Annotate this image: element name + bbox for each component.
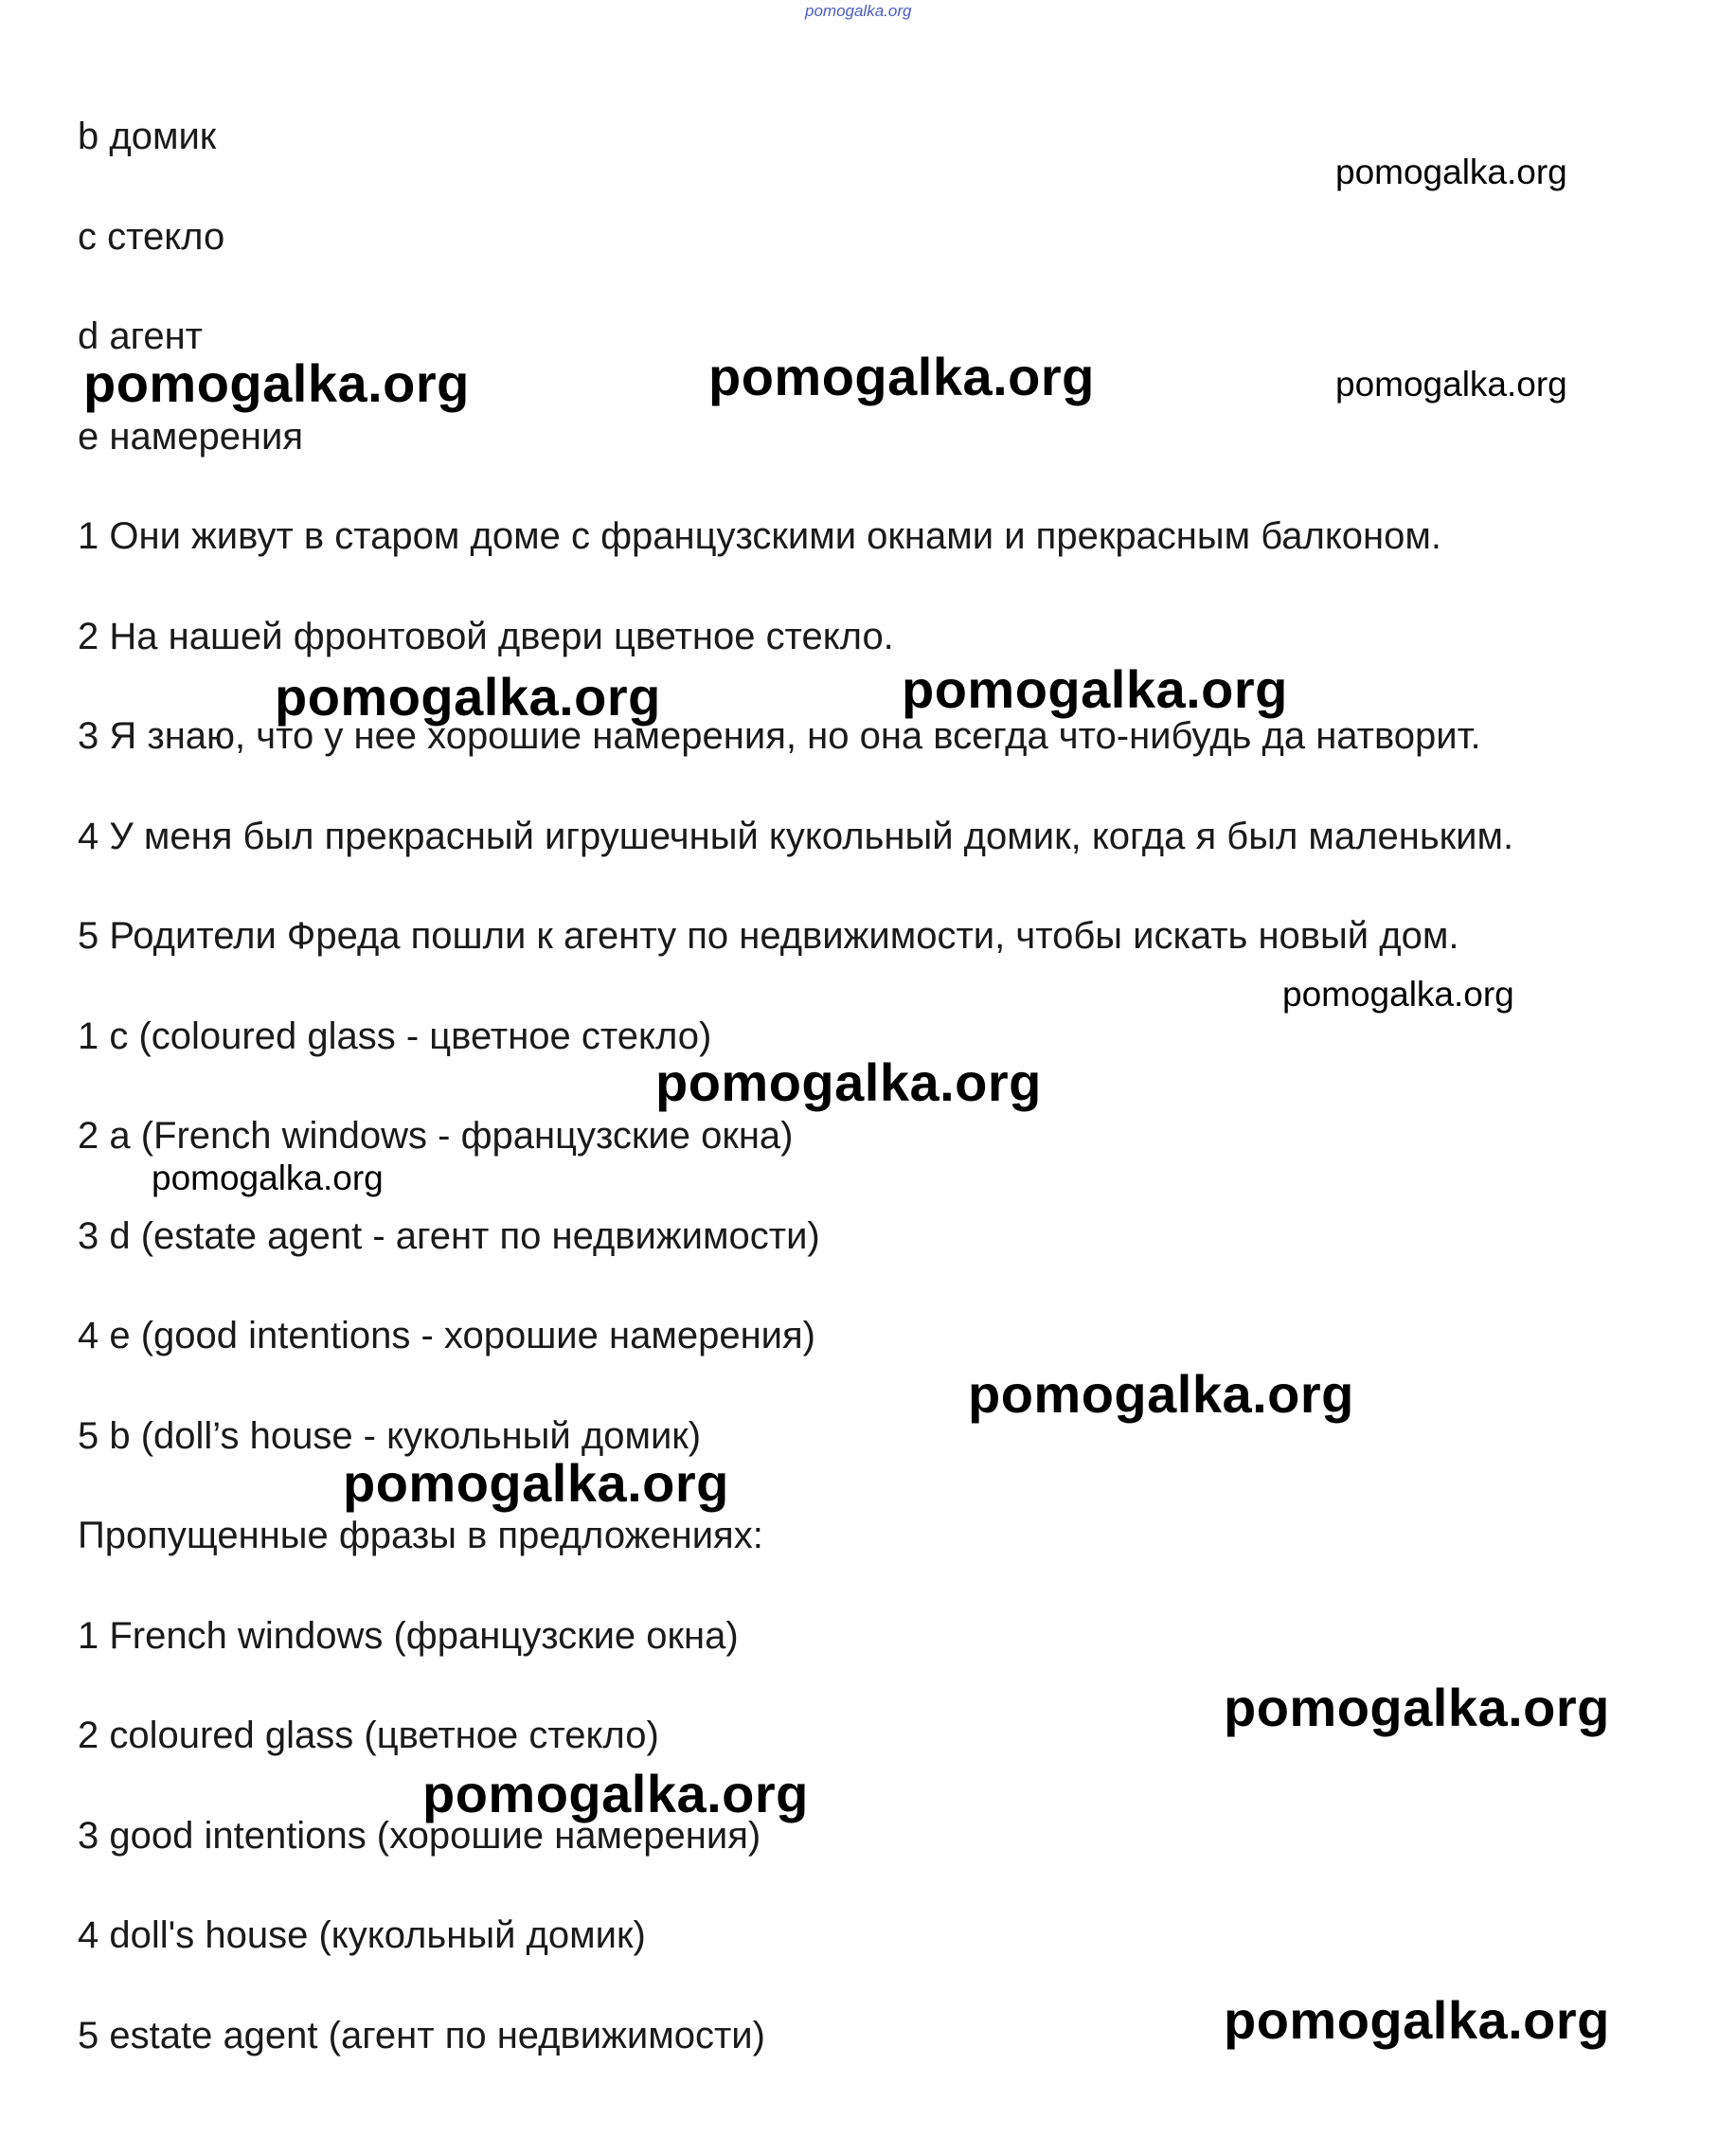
watermark: pomogalka.org [968, 1364, 1354, 1424]
text-line-16: 1 French windows (французские окна) [78, 1615, 739, 1657]
text-line-11: 2 a (French windows - французские окна) [78, 1115, 794, 1157]
watermark: pomogalka.org [1335, 365, 1567, 404]
text-line-1: b домик [78, 116, 217, 157]
watermark: pomogalka.org [83, 353, 470, 413]
text-line-14: 5 b (doll’s house - кукольный домик) [78, 1415, 702, 1457]
text-line-12: 3 d (estate agent - агент по недвижимости) [78, 1215, 820, 1257]
watermark: pomogalka.org [1282, 975, 1514, 1014]
watermark: pomogalka.org [1224, 1990, 1610, 2050]
watermark: pomogalka.org [1335, 153, 1567, 191]
watermark: pomogalka.org [708, 347, 1095, 406]
watermark: pomogalka.org [655, 1052, 1042, 1112]
text-line-18: 3 good intentions (хорошие намерения) [78, 1815, 761, 1857]
watermark: pomogalka.org [275, 667, 661, 727]
watermark-top: pomogalka.org [805, 2, 912, 20]
text-line-9: 5 Родители Фреда пошли к агенту по недвижимости, чтобы искать новый дом. [78, 915, 1459, 957]
text-line-17: 2 coloured glass (цветное стекло) [78, 1715, 659, 1756]
text-line-7: 3 Я знаю, что у нее хорошие намерения, но она всегда что-нибудь да натворит. [78, 715, 1481, 757]
watermark: pomogalka.org [422, 1764, 809, 1823]
text-line-3: d агент [78, 315, 203, 357]
text-line-19: 4 doll's house (кукольный домик) [78, 1914, 646, 1956]
text-line-15: Пропущенные фразы в предложениях: [78, 1515, 763, 1556]
text-line-10: 1 c (coloured glass - цветное стекло) [78, 1015, 712, 1057]
text-line-20: 5 estate agent (агент по недвижимости) [78, 2015, 765, 2056]
watermark: pomogalka.org [152, 1158, 384, 1197]
watermark: pomogalka.org [343, 1453, 729, 1513]
watermark: pomogalka.org [1224, 1678, 1610, 1737]
text-line-8: 4 У меня был прекрасный игрушечный кукольный домик, когда я был маленьким. [78, 816, 1514, 857]
text-line-6: 2 На нашей фронтовой двери цветное стекло. [78, 616, 894, 657]
text-line-2: c стекло [78, 216, 225, 258]
text-line-4: e намерения [78, 416, 304, 458]
text-line-13: 4 e (good intentions - хорошие намерения) [78, 1315, 815, 1356]
text-line-5: 1 Они живут в старом доме с французскими окнами и прекрасным балконом. [78, 515, 1441, 557]
watermark: pomogalka.org [902, 659, 1288, 719]
